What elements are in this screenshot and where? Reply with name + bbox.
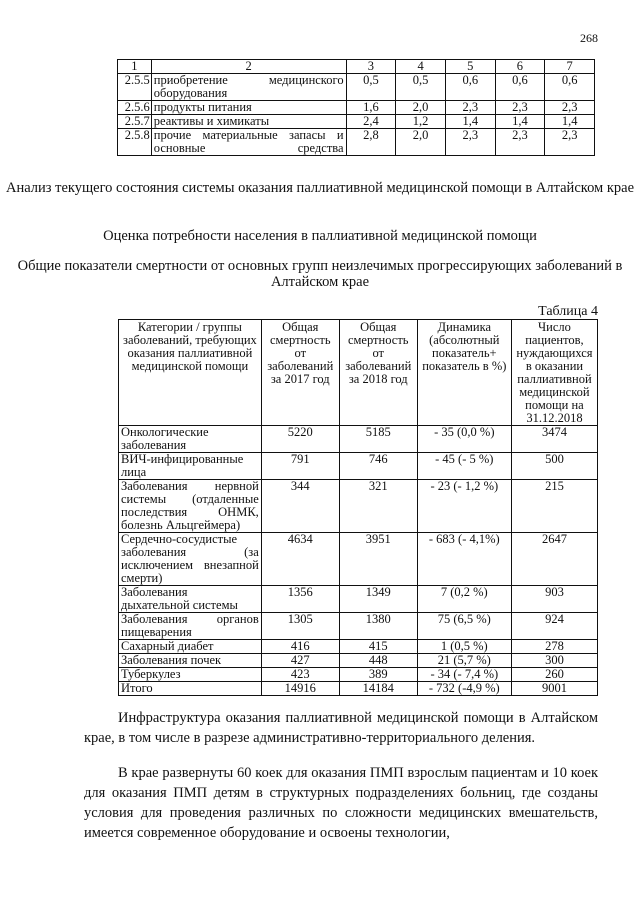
row-category: Итого [119, 682, 262, 696]
row-dynamics: 1 (0,5 %) [417, 640, 511, 654]
row-value: 1,2 [396, 115, 446, 129]
column-number: 1 [118, 60, 152, 74]
row-category: Туберкулез [119, 668, 262, 682]
row-value-2018: 3951 [339, 533, 417, 586]
row-value: 0,6 [545, 74, 595, 101]
row-value-2017: 791 [261, 453, 339, 480]
row-dynamics: - 45 (- 5 %) [417, 453, 511, 480]
row-value: 2,0 [396, 101, 446, 115]
column-number: 4 [396, 60, 446, 74]
table-row [119, 453, 598, 480]
paragraph-beds: В крае развернуты 60 коек для оказания ПМП взрослым пациентам и 10 коек для оказания ПМП детям в структурных подразделениях больниц, где созданы условия для проведения различных по сложности медицинских вмешательств, имеется современное оборудование и освоены технологии, [84, 765, 598, 841]
row-category: Сахарный диабет [119, 640, 262, 654]
row-patients: 260 [511, 668, 597, 682]
table-header-row [119, 320, 598, 426]
table-row [119, 668, 598, 682]
row-category: Заболевания дыхательной системы [119, 586, 262, 613]
column-header: Число пациентов, нуждающихся в оказании паллиативной медицинской помощи на 31.12.2018 [511, 320, 597, 426]
column-header: Динамика (абсолютный показатель+ показатель в %) [417, 320, 511, 426]
row-dynamics: 7 (0,2 %) [417, 586, 511, 613]
row-value: 0,5 [346, 74, 396, 101]
row-value-2017: 5220 [261, 426, 339, 453]
row-code: 2.5.7 [118, 115, 152, 129]
row-value-2018: 448 [339, 654, 417, 668]
table-row [118, 101, 595, 115]
row-value: 1,4 [495, 115, 545, 129]
row-patients: 278 [511, 640, 597, 654]
row-dynamics: 21 (5,7 %) [417, 654, 511, 668]
table-title: Общие показатели смертности от основных групп неизлечимых прогрессирующих заболеваний в Алтайском крае [17, 258, 623, 290]
row-value: 1,4 [445, 115, 495, 129]
row-value: 0,6 [495, 74, 545, 101]
page-number: 268 [580, 31, 598, 45]
row-value-2018: 389 [339, 668, 417, 682]
row-dynamics: - 683 (- 4,1%) [417, 533, 511, 586]
table-row [119, 533, 598, 586]
table-total-row [119, 682, 598, 696]
table-row [119, 426, 598, 453]
row-value: 0,6 [445, 74, 495, 101]
row-category: Заболевания нервной системы (отдаленные последствия ОНМК, болезнь Альцгеймера) [119, 480, 262, 533]
row-value-2017: 427 [261, 654, 339, 668]
row-value-2017: 4634 [261, 533, 339, 586]
row-dynamics: 75 (6,5 %) [417, 613, 511, 640]
row-value-2017: 416 [261, 640, 339, 654]
table-header-row [118, 60, 595, 74]
row-dynamics: - 732 (-4,9 %) [417, 682, 511, 696]
table-row [119, 480, 598, 533]
row-patients: 500 [511, 453, 597, 480]
row-value-2018: 321 [339, 480, 417, 533]
row-patients: 9001 [511, 682, 597, 696]
row-value-2018: 415 [339, 640, 417, 654]
paragraph-infrastructure: Инфраструктура оказания паллиативной медицинской помощи в Алтайском крае, в том числе в разрезе административно-территориального деления. [84, 710, 598, 746]
row-name: продукты питания [151, 101, 346, 115]
row-patients: 3474 [511, 426, 597, 453]
row-value: 2,3 [495, 101, 545, 115]
row-value: 1,4 [545, 115, 595, 129]
column-number: 5 [445, 60, 495, 74]
row-value: 2,3 [545, 101, 595, 115]
row-name: приобретение медицинского оборудования [151, 74, 346, 101]
row-patients: 924 [511, 613, 597, 640]
row-value: 2,8 [346, 129, 396, 156]
row-category: Заболевания почек [119, 654, 262, 668]
row-name: реактивы и химикаты [151, 115, 346, 129]
row-category: Онкологические заболевания [119, 426, 262, 453]
section-heading: Анализ текущего состояния системы оказания паллиативной медицинской помощи в Алтайском крае [5, 180, 635, 196]
column-header: Общая смертность от заболеваний за 2017 год [261, 320, 339, 426]
row-value: 0,5 [396, 74, 446, 101]
row-patients: 2647 [511, 533, 597, 586]
table-row [118, 74, 595, 101]
row-value-2018: 1349 [339, 586, 417, 613]
row-patients: 300 [511, 654, 597, 668]
table-row [119, 640, 598, 654]
row-value: 2,3 [495, 129, 545, 156]
row-value: 2,0 [396, 129, 446, 156]
table-row [119, 586, 598, 613]
row-value-2018: 1380 [339, 613, 417, 640]
subsection-heading: Оценка потребности населения в паллиативной медицинской помощи [103, 228, 537, 244]
row-value: 2,3 [445, 101, 495, 115]
row-value: 2,4 [346, 115, 396, 129]
column-number: 7 [545, 60, 595, 74]
row-name: прочие материальные запасы и основные средства [151, 129, 346, 156]
expenses-table [117, 59, 595, 156]
column-number: 2 [151, 60, 346, 74]
mortality-table [118, 319, 598, 696]
table-row [119, 654, 598, 668]
row-code: 2.5.8 [118, 129, 152, 156]
row-dynamics: - 23 (- 1,2 %) [417, 480, 511, 533]
column-header: Категории / группы заболеваний, требующих оказания паллиативной медицинской помощи [119, 320, 262, 426]
row-value: 1,6 [346, 101, 396, 115]
row-patients: 903 [511, 586, 597, 613]
column-number: 6 [495, 60, 545, 74]
column-number: 3 [346, 60, 396, 74]
row-code: 2.5.6 [118, 101, 152, 115]
row-value: 2,3 [445, 129, 495, 156]
row-dynamics: - 35 (0,0 %) [417, 426, 511, 453]
row-code: 2.5.5 [118, 74, 152, 101]
row-dynamics: - 34 (- 7,4 %) [417, 668, 511, 682]
row-value-2017: 423 [261, 668, 339, 682]
row-value-2018: 5185 [339, 426, 417, 453]
table-row [118, 115, 595, 129]
row-value-2017: 1356 [261, 586, 339, 613]
row-value-2017: 344 [261, 480, 339, 533]
row-value-2017: 1305 [261, 613, 339, 640]
column-header: Общая смертность от заболеваний за 2018 год [339, 320, 417, 426]
row-category: Заболевания органов пищеварения [119, 613, 262, 640]
row-category: ВИЧ-инфицированные лица [119, 453, 262, 480]
table-row [118, 129, 595, 156]
row-value-2017: 14916 [261, 682, 339, 696]
table-row [119, 613, 598, 640]
row-value: 2,3 [545, 129, 595, 156]
row-category: Сердечно-сосудистые заболевания (за исключением внезапной смерти) [119, 533, 262, 586]
row-value-2018: 746 [339, 453, 417, 480]
table-caption: Таблица 4 [538, 304, 598, 319]
row-patients: 215 [511, 480, 597, 533]
row-value-2018: 14184 [339, 682, 417, 696]
